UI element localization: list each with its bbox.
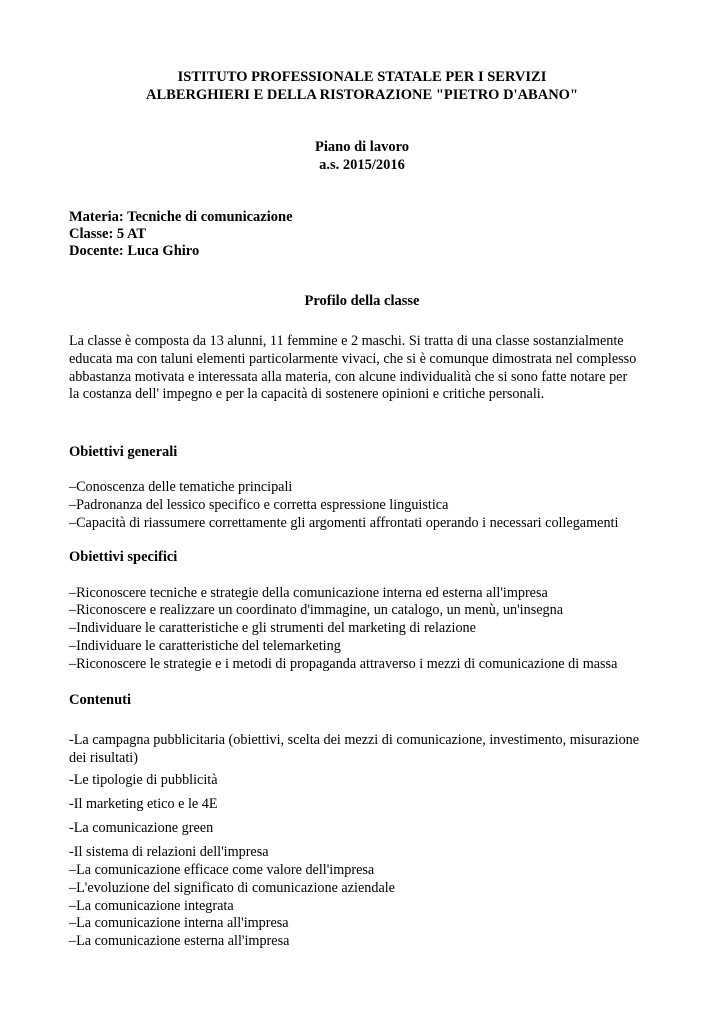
plan-title: Piano di lavoro: [315, 139, 409, 155]
content-item-continuation: dei risultati): [69, 750, 138, 766]
specific-objective-item: –Individuare le caratteristiche e gli strumenti del marketing di relazione: [69, 620, 476, 636]
general-objective-item: –Conoscenza delle tematiche principali: [69, 479, 293, 495]
content-item: -La comunicazione green: [69, 820, 214, 836]
institute-name-line-1: ISTITUTO PROFESSIONALE STATALE PER I SERVIZI: [177, 69, 547, 85]
general-objective-item: –Capacità di riassumere correttamente gli argomenti affrontati operando i necessari collegamenti: [69, 515, 619, 531]
content-subitem: –La comunicazione esterna all'impresa: [69, 933, 290, 949]
content-item: -La campagna pubblicitaria (obiettivi, scelta dei mezzi di comunicazione, investimento, misurazione: [69, 732, 640, 748]
content-item: -Il marketing etico e le 4E: [69, 796, 218, 812]
content-subitem: –La comunicazione interna all'impresa: [69, 915, 289, 931]
content-item: -Le tipologie di pubblicità: [69, 772, 218, 788]
profile-paragraph-line: abbastanza motivata e interessata alla materia, con alcune individualità che si sono fatte notare per: [69, 369, 628, 385]
class-profile-heading: Profilo della classe: [304, 293, 420, 309]
class-line: Classe: 5 AT: [69, 226, 147, 242]
contents-heading: Contenuti: [69, 692, 132, 708]
content-subitem: –La comunicazione integrata: [69, 898, 234, 914]
specific-objective-item: –Riconoscere le strategie e i metodi di propaganda attraverso i mezzi di comunicazione di massa: [69, 656, 618, 672]
profile-paragraph-line: La classe è composta da 13 alunni, 11 femmine e 2 maschi. Si tratta di una classe sostanzialmente: [69, 333, 624, 349]
teacher-line: Docente: Luca Ghiro: [69, 243, 200, 259]
content-subitem: –La comunicazione efficace come valore dell'impresa: [69, 862, 375, 878]
specific-objectives-heading: Obiettivi specifici: [69, 549, 178, 565]
general-objective-item: –Padronanza del lessico specifico e corretta espressione linguistica: [69, 497, 449, 513]
specific-objective-item: –Individuare le caratteristiche del telemarketing: [69, 638, 341, 654]
specific-objective-item: –Riconoscere tecniche e strategie della comunicazione interna ed esterna all'impresa: [69, 585, 548, 601]
content-item: -Il sistema di relazioni dell'impresa: [69, 844, 269, 860]
content-subitem: –L'evoluzione del significato di comunicazione aziendale: [69, 880, 395, 896]
profile-paragraph-line: la costanza dell' impegno e per la capacità di sostenere opinioni e critiche personali.: [69, 386, 545, 402]
specific-objective-item: –Riconoscere e realizzare un coordinato d'immagine, un catalogo, un menù, un'insegna: [69, 602, 564, 618]
institute-name-line-2: ALBERGHIERI E DELLA RISTORAZIONE "PIETRO D'ABANO": [146, 87, 578, 103]
profile-paragraph-line: educata ma con taluni elementi particolarmente vivaci, che si è comunque dimostrata nel complesso: [69, 351, 637, 367]
general-objectives-heading: Obiettivi generali: [69, 444, 178, 460]
school-year: a.s. 2015/2016: [319, 157, 405, 173]
subject-line: Materia: Tecniche di comunicazione: [69, 209, 293, 225]
